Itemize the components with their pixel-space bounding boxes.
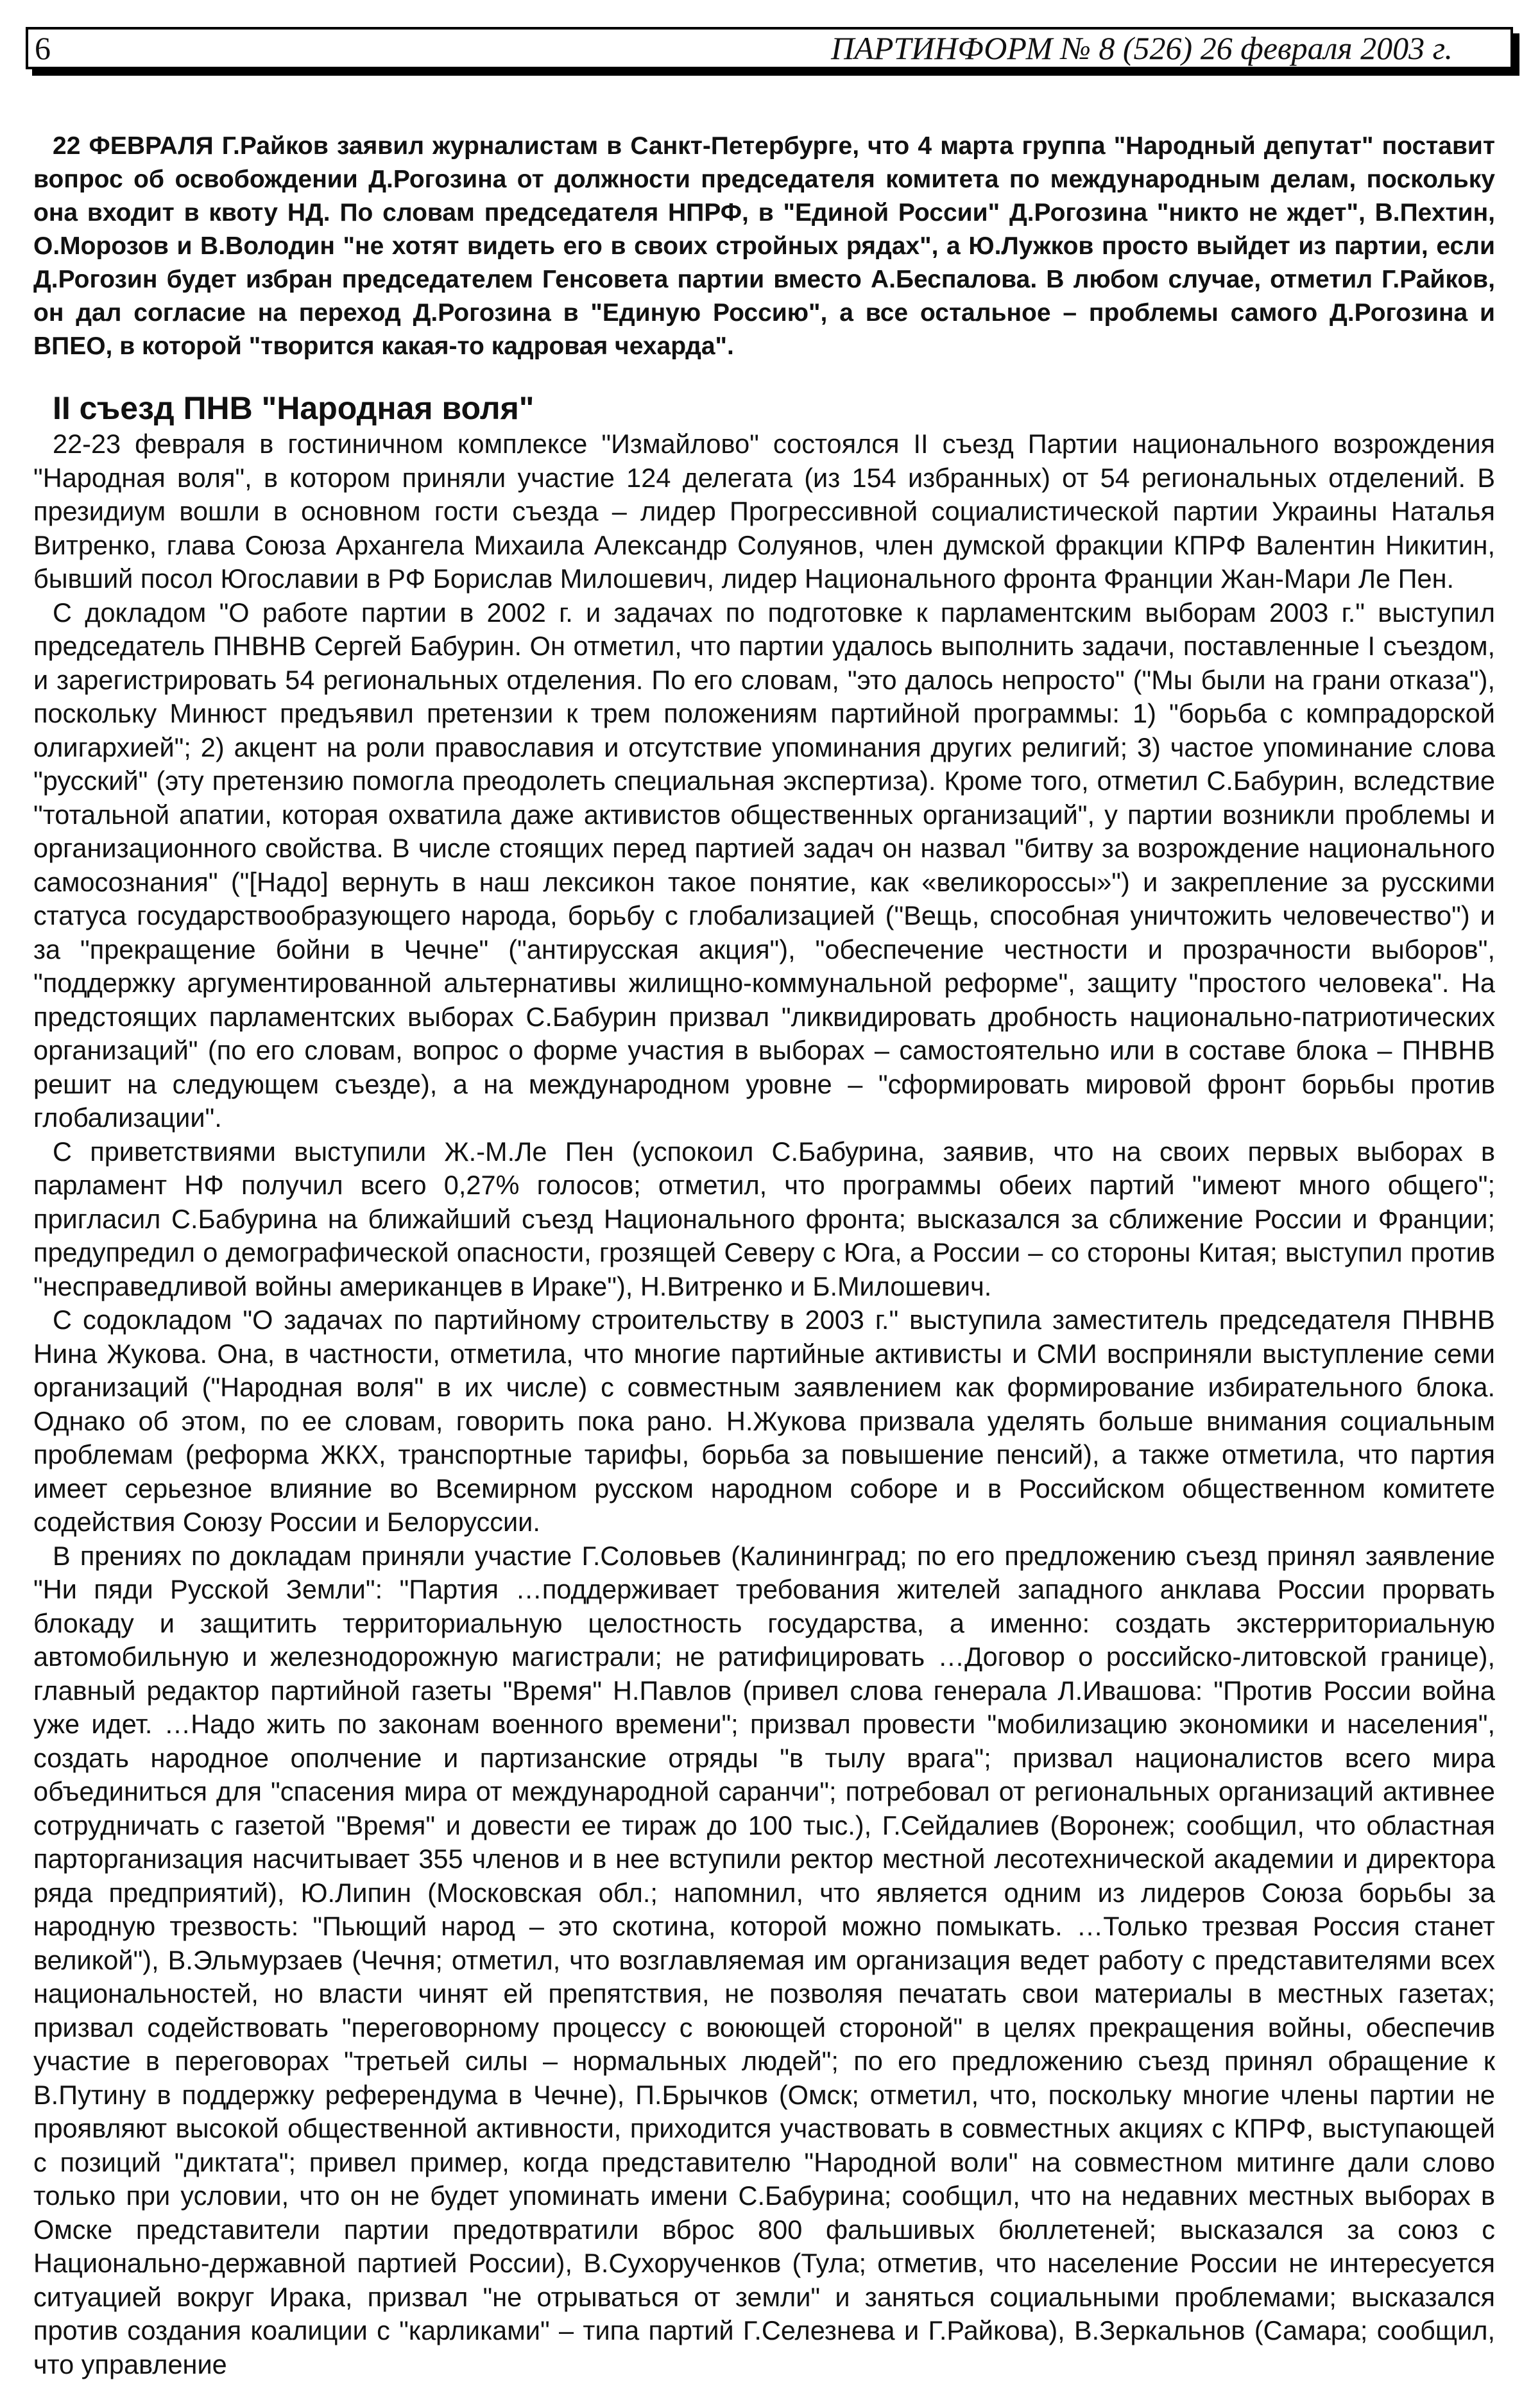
article-paragraph: В прениях по докладам приняли участие Г.Соловьев (Калининград; по его предложению съезд принял заявление "Ни пяди Русской Земли": "Партия …поддерживает требования жителей западного анклава России прорвать блокаду и защитить территориальную целостность государства, а именно: создать экстерриториальную автомобильную и железнодорожную магистрали; не ратифицировать …Договор о российско-литовской границе), главный редактор партийной газеты "Время" Н.Павлов (привел слова генерала Л.Ивашова: "Против России война уже идет. …Надо жить по законам военного времени"; призвал провести "мобилизацию экономики и населения", создать народное ополчение и партизанские отряды "в тылу врага"; призвал националистов всего мира объединиться для "спасения мира от международной саранчи"; потребовал от региональных организаций активнее сотрудничать с газетой "Время" и довести ее тираж до 100 тыс.), Г.Сейдалиев (Воронеж; сообщил, что областная парторганизация насчитывает 355 членов и в нее вступили ректор местной лесотехнической академии и директора ряда предприятий), Ю.Липин (Московская обл.; напомнил, что является одним из лидеров Союза борьбы за народную трезвость: "Пьющий народ – это скотина, которой можно помыкать. …Только трезвая Россия станет великой"), В.Эльмурзаев (Чечня; отметил, что возглавляемая им организация ведет работу с представителями всех национальностей, но власти чинят ей препятствия, не позволяя печатать свои материалы в местных газетах; призвал содействовать "переговорному процессу с воюющей стороной" в целях прекращения войны, обеспечив участие в переговорах "третьей силы – нормальных людей"; по его предложению съезд принял обращение к В.Путину в поддержку референдума в Чечне), П.Брычков (Омск; отметил, что, поскольку многие члены партии не проявляют высокой общественной активности, приходится участвовать в совместных акциях с КПРФ, выступающей с позиций "диктата"; привел пример, когда представителю "Народной воли" на совместном митинге дали слово только при условии, что он не будет упоминать имени С.Бабурина; сообщил, что на недавних местных выборах в Омске представители партии предотвратили вброс 800 фальшивых бюллетеней; высказался за союз с Национально-державной партией России), В.Сухорученков (Тула; отметив, что население России не интересуется ситуацией вокруг Ирака, призвал "не отрываться от земли" и заняться социальными проблемами; высказался против создания коалиции с "карликами" – типа партий Г.Селезнева и Г.Райкова), В.Зеркальнов (Самара; сообщил, что управление [33, 1540, 1495, 2379]
article-heading: II съезд ПНВ "Народная воля" [53, 390, 535, 426]
article-paragraph: С докладом "О работе партии в 2002 г. и задачах по подготовке к парламентским выборам 2003 г." выступил председатель ПНВНВ Сергей Бабурин. Он отметил, что партии удалось выполнить задачи, поставленные I съездом, и зарегистрировать 54 региональных отделения. По его словам, "это далось непросто" ("Мы были на грани отказа"), поскольку Минюст предъявил претензии к трем положениям партийной программы: 1) "борьба с компрадорской олигархией"; 2) акцент на роли православия и отсутствие упоминания других религий; 3) частое упоминание слова "русский" (эту претензию помогла преодолеть специальная экспертиза). Кроме того, отметил С.Бабурин, вследствие "тотальной апатии, которая охватила даже активистов общественных организаций", у партии возникли проблемы и организационного свойства. В числе стоящих перед партией задач он назвал "битву за возрождение национального самосознания" ("[Надо] вернуть в наш лексикон такое понятие, как «великороссы»") и закрепление за русскими статуса государствообразующего народа, борьбу с глобализацией ("Вещь, способная уничтожить человечество") и за "прекращение бойни в Чечне" ("антирусская акция"), "обеспечение честности и прозрачности выборов", "поддержку аргументированной альтернативы жилищно-коммунальной реформе", защиту "простого человека". На предстоящих парламентских выборах С.Бабурин призвал "ликвидировать дробность национально-патриотических организаций" (по его словам, вопрос о форме участия в выборах – самостоятельно или в составе блока – ПНВНВ решит на следующем съезде), а на международном уровне – "сформировать мировой фронт борьбы против глобализации". [33, 597, 1495, 1133]
page-number: 6 [35, 30, 51, 66]
article-paragraph: С содокладом "О задачах по партийному строительству в 2003 г." выступила заместитель председателя ПНВНВ Нина Жукова. Она, в частности, отметила, что многие партийные активисты и СМИ восприняли выступление семи организаций ("Народная воля" в их числе) с совместным заявлением как формирование избирательного блока. Однако об этом, по ее словам, говорить пока рано. Н.Жукова призвала уделять больше внимания социальным проблемам (реформа ЖКХ, транспортные тарифы, борьба за повышение пенсий), а также отметила, что партия имеет серьезное влияние во Всемирном русском народном соборе и в Российском общественном комитете содействия Союзу России и Белоруссии. [33, 1305, 1495, 1537]
publication-title: ПАРТИНФОРМ № 8 (526) 26 февраля 2003 г. [831, 30, 1453, 66]
article-body [33, 427, 1495, 2381]
page-header [26, 27, 1513, 69]
article-paragraph: 22-23 февраля в гостиничном комплексе "Измайлово" состоялся II съезд Партии национального возрождения "Народная воля", в котором приняли участие 124 делегата (из 154 избранных) от 54 региональных отделений. В президиум вошли в основном гости съезда – лидер Прогрессивной социалистической партии Украины Наталья Витренко, глава Союза Архангела Михаила Александр Солуянов, член думской фракции КПРФ Валентин Никитин, бывший посол Югославии в РФ Борислав Милошевич, лидер Национального фронта Франции Жан-Мари Ле Пен. [33, 429, 1495, 594]
page-content [33, 130, 1495, 2381]
article-paragraph: С приветствиями выступили Ж.-М.Ле Пен (успокоил С.Бабурина, заявив, что на своих первых выборах в парламент НФ получил всего 0,27% голосов; отметил, что программы обеих партий "имеют много общего"; пригласил С.Бабурина на ближайший съезд Национального фронта; высказался за сближение России и Франции; предупредил о демографической опасности, грозящей Северу с Юга, а России – со стороны Китая; выступил против "несправедливой войны американцев в Ираке"), Н.Витренко и Б.Милошевич. [33, 1136, 1495, 1301]
news-item-lead: 22 ФЕВРАЛЯ Г.Райков заявил журналистам в Санкт-Петербурге, что 4 марта группа "Народный депутат" поставит вопрос об освобождении Д.Рогозина от должности председателя комитета по международным делам, поскольку она входит в квоту НД. По словам председателя НПРФ, в "Единой России" Д.Рогозина "никто не ждет", В.Пехтин, О.Морозов и В.Володин "не хотят видеть его в своих стройных рядах", а Ю.Лужков просто выйдет из партии, если Д.Рогозин будет избран председателем Генсовета партии вместо А.Беспалова. В любом случае, отметил Г.Райков, он дал согласие на переход Д.Рогозина в "Единую Россию", а все остальное – проблемы самого Д.Рогозина и ВПЕО, в которой "творится какая-то кадровая чехарда". [33, 132, 1495, 360]
